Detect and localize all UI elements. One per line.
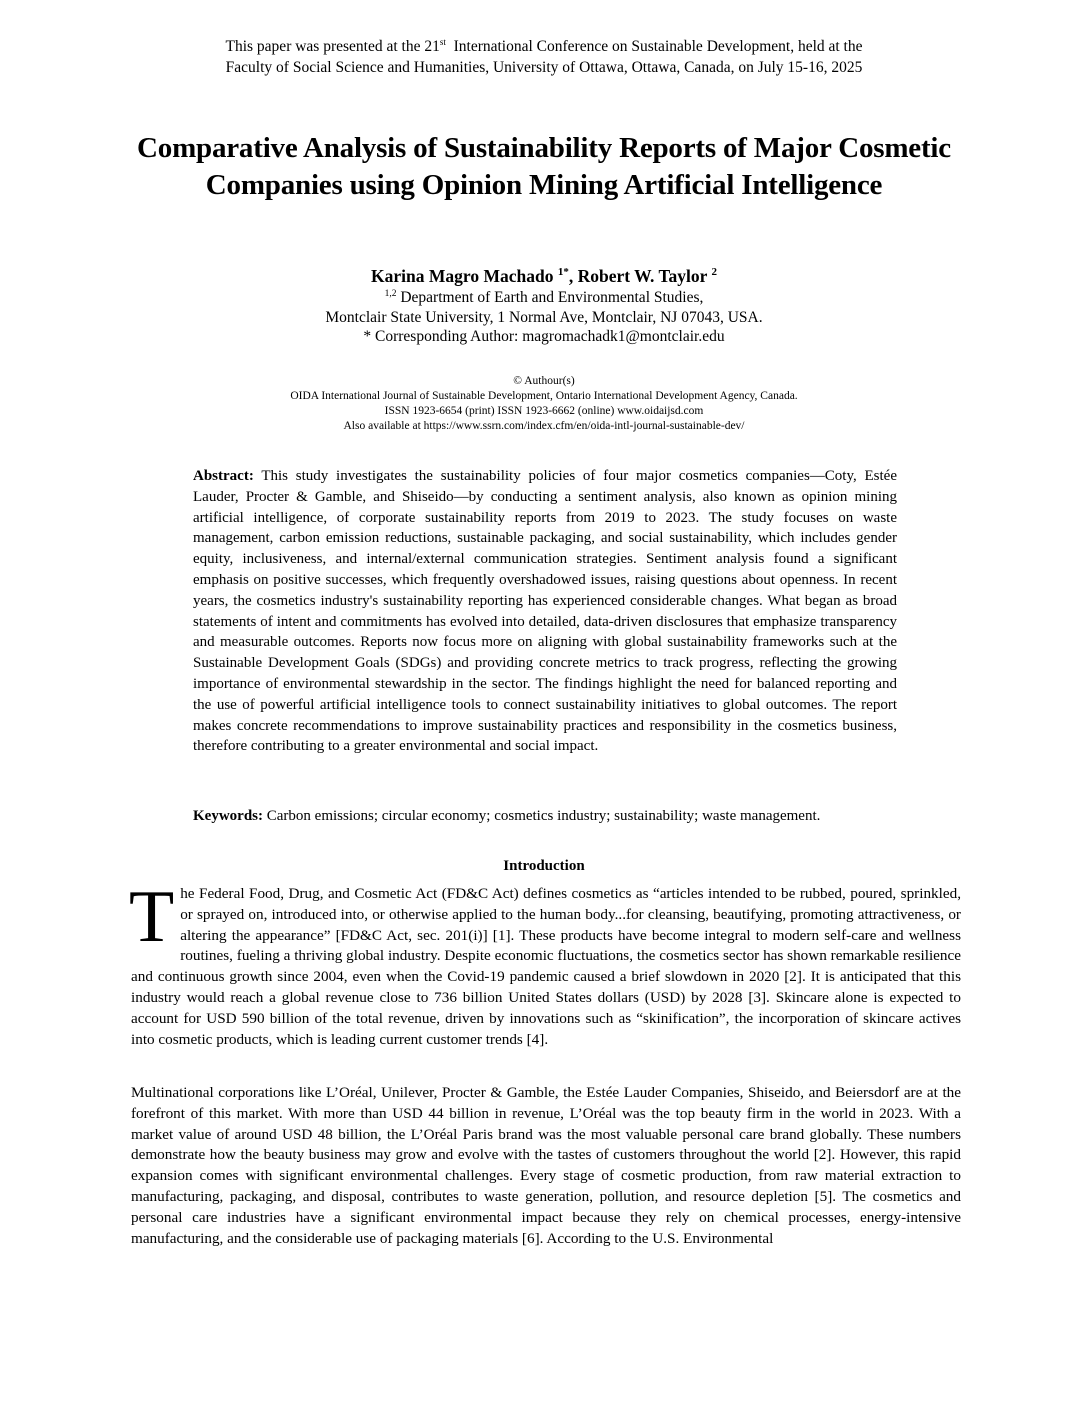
keywords — [193, 806, 897, 827]
abstract-label: Abstract: — [193, 468, 254, 484]
author-name: Robert W. Taylor — [577, 266, 712, 286]
department-line: $^{1,2}$ Department of Earth and Environmental Studies, — [384, 289, 704, 306]
issn-line: ISSN 1923-6654 (print) ISSN 1923-6662 (online) www.oidaijsd.com — [384, 405, 704, 417]
keywords-label: Keywords: — [193, 808, 263, 824]
section-heading-introduction: Introduction — [503, 858, 585, 874]
author-affiliation-marker: 2 — [711, 266, 717, 278]
author-affiliation-marker: 1* — [557, 266, 569, 278]
introduction-paragraph-1 — [129, 876, 961, 1050]
keywords-text: Carbon emissions; circular economy; cosmetics industry; sustainability; waste management. — [263, 808, 821, 824]
copyright-line: © Authour(s) — [513, 375, 575, 387]
affiliation-block — [0, 288, 1088, 347]
corresponding-author: * Corresponding Author: magromachadk1@montclair.edu — [363, 328, 725, 345]
journal-name: OIDA International Journal of Sustainable Development, Ontario International Development Agency, Canada. — [290, 390, 798, 402]
address-line: Montclair State University, 1 Normal Ave, Montclair, NJ 07043, USA. — [325, 308, 763, 326]
paragraph-text: he Federal Food, Drug, and Cosmetic Act (FD&C Act) defines cosmetics as “articles intended to be rubbed, poured, sprinkled, or sprayed on, introduced into, or otherwise applied to the human body...for cleansing, beautifying, promoting attractiveness, or altering the appearance” [FD&C Act, sec. 201(i)] [1]. These products have become integral to modern self-care and wellness routines, fueling a thriving global industry. Despite economic fluctuations, the cosmetics sector has shown remarkable resilience and continuous growth since 2004, even when the Covid-19 pandemic caused a brief slowdown in 2020 [2]. It is anticipated that this industry would reach a global revenue close to 736 billion United States dollars (USD) by 2028 [3]. Skincare alone is expected to account for USD 590 billion of the total revenue, driven by innovations such as “skinification”, the incorporation of skincare actives into cosmetic products, which is leading current customer trends [4]. — [131, 885, 961, 1048]
paper-title: Comparative Analysis of Sustainability Reports of Major Cosmetic Companies using Opinion Mining Artificial Intelligence — [137, 132, 951, 201]
abstract-text: This study investigates the sustainability policies of four major cosmetics companies—Coty, Estée Lauder, Procter & Gamble, and Shiseido—by conducting a sentiment analysis, also known as opinion mining artificial intelligence, of corporate sustainability reports from 2019 to 2023. The study focuses on waste management, carbon emission reductions, sustainable packaging, and social sustainability, which includes gender equity, inclusiveness, and internal/external communication strategies. Sentiment analysis found a significant emphasis on positive successes, which frequently overshadowed issues, raising questions about openness. In recent years, the cosmetics industry's sustainability reporting has experienced considerable changes. What began as broad statements of intent and commitments has evolved into detailed, data-driven disclosures that emphasize transparency and measurable outcomes. Reports now focus more on aligning with global sustainability frameworks such at the Sustainable Development Goals (SDGs) and providing concrete metrics to track progress, reflecting the growing importance of environmental stewardship in the sector. The findings highlight the need for balanced reporting and the use of powerful artificial intelligence tools to connect sustainability initiatives to global outcomes. The report makes concrete recommendations to improve sustainability practices and responsibility in the cosmetics business, therefore contributing to a greater environmental and social impact. — [193, 468, 897, 755]
availability-line: Also available at https://www.ssrn.com/index.cfm/en/oida-intl-journal-sustainable-dev/ — [343, 420, 745, 432]
ordinal-superscript: st — [439, 37, 446, 47]
author-list: Karina Magro Machado $^{1*}$, Robert W. Taylor $^2$ — [371, 266, 717, 286]
drop-cap: T — [129, 876, 175, 958]
paragraph-text: Multinational corporations like L’Oréal, Unilever, Procter & Gamble, the Estée Lauder Companies, Shiseido, and Beiersdorf are at the forefront of this market. With more than USD 44 billion in revenue, L’Oréal was the top beauty firm in the world in 2023. With a market value of around USD 48 billion, the L’Oréal Paris brand was the most valuable personal care brand globally. These numbers demonstrate how the beauty business may grow and evolve with the tastes of customers throughout the world [2]. However, this rapid expansion comes with significant environmental challenges. Every stage of cosmetic production, from raw material extraction to manufacturing, packaging, and disposal, contributes to waste generation, pollution, and resource depletion [5]. The cosmetics and personal care industries have a significant environmental impact because they rely on chemical processes, energy-intensive manufacturing, and the considerable use of packaging materials [6]. According to the U.S. Environmental — [131, 1084, 961, 1247]
journal-info — [0, 374, 1088, 434]
abstract — [193, 466, 897, 757]
author-name: Karina Magro Machado — [371, 266, 558, 286]
introduction-paragraph-2 — [131, 1083, 961, 1249]
conference-note-line-2: Faculty of Social Science and Humanities, University of Ottawa, Ottawa, Canada, on July 15-16, 2025 — [225, 59, 863, 76]
conference-note — [0, 36, 1088, 78]
conference-note-line-1: This paper was presented at the 21st International Conference on Sustainable Development, held at the — [225, 37, 863, 55]
